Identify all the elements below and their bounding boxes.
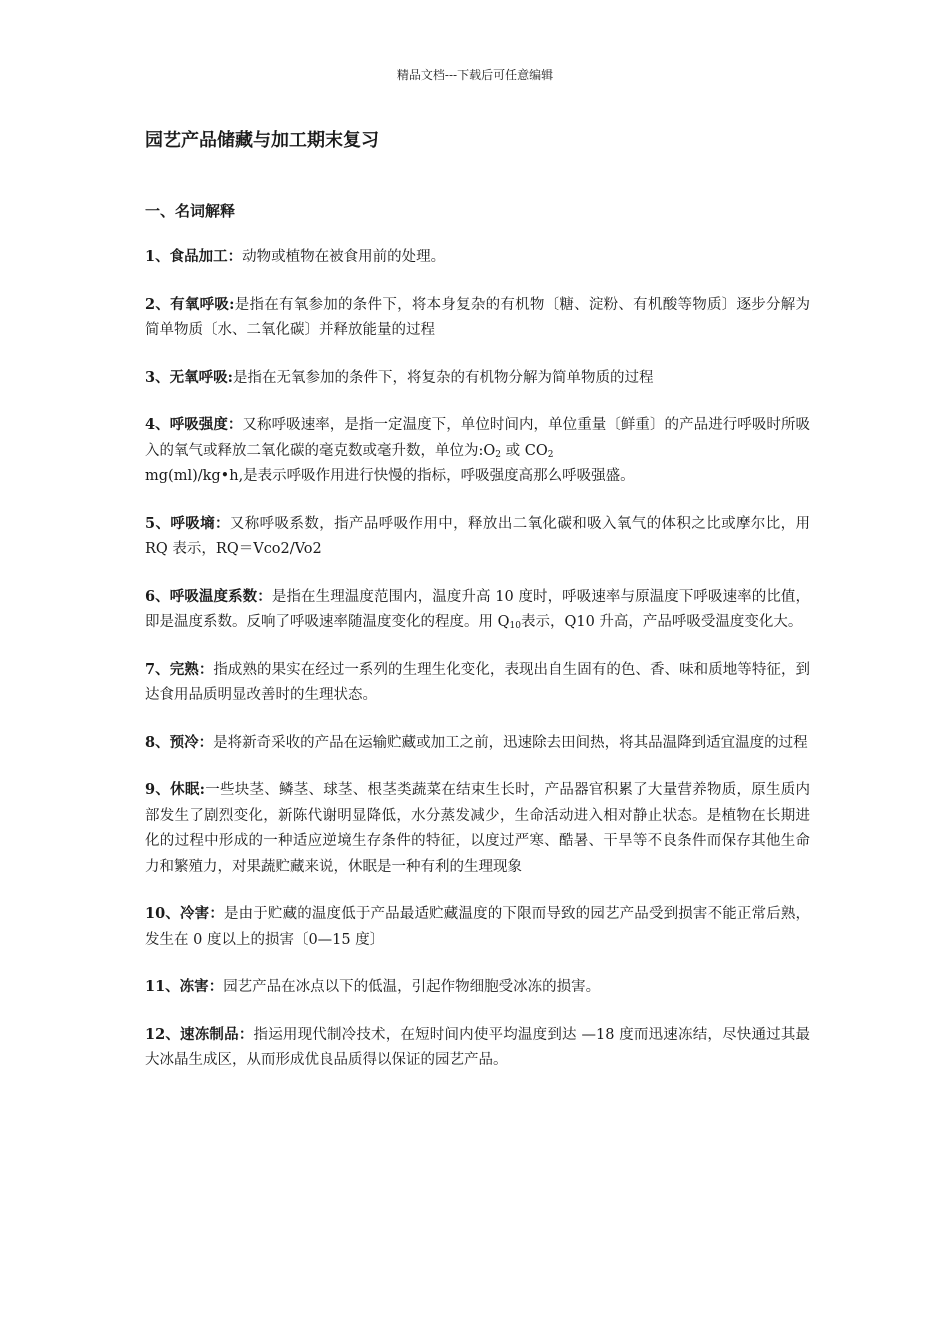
term-separator: ： xyxy=(215,514,230,532)
term-separator: : xyxy=(199,781,205,798)
term-separator: ： xyxy=(227,248,243,265)
subscript: 2 xyxy=(547,449,554,460)
definition-text: 指运用现代制冷技术，在短时间内使平均温度到达 —18 度而迅速冻结，尽快通过其最大冰晶生成区，从而形成优良品质得以保证的园艺产品。 xyxy=(145,1026,811,1068)
term-label: 1、食品加工 xyxy=(145,248,228,265)
term-label: 5、呼吸墒 xyxy=(145,514,216,532)
definition-entry xyxy=(145,657,810,709)
term-label: 2、有氧呼吸 xyxy=(145,295,230,313)
document-title: 园艺产品储藏与加工期末复习 xyxy=(145,130,379,151)
term-separator: ： xyxy=(209,905,224,922)
term-separator: ： xyxy=(198,733,214,751)
page-header: 精品文档---下载后可任意编辑 xyxy=(396,68,554,82)
definition-text: 动物或植物在被食用前的处理。 xyxy=(242,249,446,265)
definition-entry xyxy=(145,584,810,636)
definition-entry xyxy=(145,777,810,880)
definition-text: 指成熟的果实在经过一系列的生理生化变化，表现出自生固有的色、香、味和质地等特征，到达食用品质明显改善时的生理状态。 xyxy=(145,661,811,703)
term-label: 7、完熟 xyxy=(145,660,199,678)
definition-text: 或 CO xyxy=(501,442,548,459)
term-label: 9、休眠 xyxy=(145,781,200,798)
definition-text: 是将新奇采收的产品在运输贮藏或加工之前，迅速除去田间热，将其品温降到适宜温度的过程 xyxy=(213,734,808,751)
definition-entry xyxy=(145,412,810,490)
subscript: 10 xyxy=(509,621,521,631)
definition-text: 一些块茎、鳞茎、球茎、根茎类蔬菜在结束生长时，产品器官积累了大量营养物质，原生质内部发生了剧烈变化，新陈代谢明显降低，水分蒸发减少，生命活动进入相对静止状态。是植物在长期进化的过程中形成的一种适应逆境生存条件的特征，以度过严寒、酷暑、干旱等不良条件而保存其他生命力和繁殖力，对果蔬贮藏来说，休眠是一种有利的生理现象 xyxy=(145,782,811,875)
definition-entry xyxy=(145,730,810,757)
definition-text: 是指在无氧参加的条件下，将复杂的有机物分解为简单物质的过程 xyxy=(232,369,654,386)
definition-entry xyxy=(145,292,810,344)
definition-text: 又称呼吸系数，指产品呼吸作用中，释放出二氧化碳和吸入氧气的体积之比或摩尔比，用 RQ 表示，RQ＝Vco2/Vo2 xyxy=(145,515,811,557)
definition-text: 园艺产品在冰点以下的低温，引起作物细胞受冰冻的损害。 xyxy=(223,979,601,995)
definition-entry xyxy=(145,365,810,392)
term-label: 11、冻害 xyxy=(145,978,209,995)
term-separator: : xyxy=(227,368,233,386)
subscript: 2 xyxy=(495,449,502,460)
definition-text: mg(ml)/kg•h,是表示呼吸作用进行快慢的指标，呼吸强度高那么呼吸强盛。 xyxy=(145,468,635,484)
definition-text: 是指在生理温度范围内，温度升高 10 度时，呼吸速率与原温度下呼吸速率的比值，即是温度系数。反响了呼吸速率随温度变化的程度。用 Q xyxy=(145,588,811,630)
definition-entry xyxy=(145,511,810,563)
term-label: 12、速冻制品 xyxy=(145,1025,239,1043)
term-separator: ： xyxy=(257,587,272,605)
term-separator: ： xyxy=(227,416,243,433)
term-separator: ： xyxy=(208,978,224,995)
term-label: 8、预冷 xyxy=(145,733,199,751)
term-separator: ： xyxy=(238,1025,254,1043)
term-label: 4、呼吸强度 xyxy=(145,416,228,433)
definition-text: 是指在有氧参加的条件下，将本身复杂的有机物〔糖、淀粉、有机酸等物质〕逐步分解为简单物质〔水、二氧化碳〕并释放能量的过程 xyxy=(145,296,811,338)
term-label: 6、呼吸温度系数 xyxy=(145,587,258,605)
definition-text: 是由于贮藏的温度低于产品最适贮藏温度的下限而导致的园艺产品受到损害不能正常后熟，发生在 0 度以上的损害〔0—15 度〕 xyxy=(145,906,811,948)
definition-entry xyxy=(145,1022,810,1074)
term-separator: ： xyxy=(198,660,214,678)
definition-entry xyxy=(145,244,810,271)
term-separator: : xyxy=(229,295,235,313)
section-title: 一、名词解释 xyxy=(145,202,236,220)
definitions-list xyxy=(145,244,810,1095)
definition-text: 表示，Q10 升高，产品呼吸受温度变化大。 xyxy=(520,614,803,630)
definition-text: 又称呼吸速率，是指一定温度下，单位时间内，单位重量〔鲜重〕的产品进行呼吸时所吸入的氧气或释放二氧化碳的毫克数或毫升数，单位为:O xyxy=(145,417,811,459)
term-label: 3、无氧呼吸 xyxy=(145,368,228,386)
definition-entry xyxy=(145,901,810,953)
definition-entry xyxy=(145,974,810,1001)
term-label: 10、冷害 xyxy=(145,905,210,922)
